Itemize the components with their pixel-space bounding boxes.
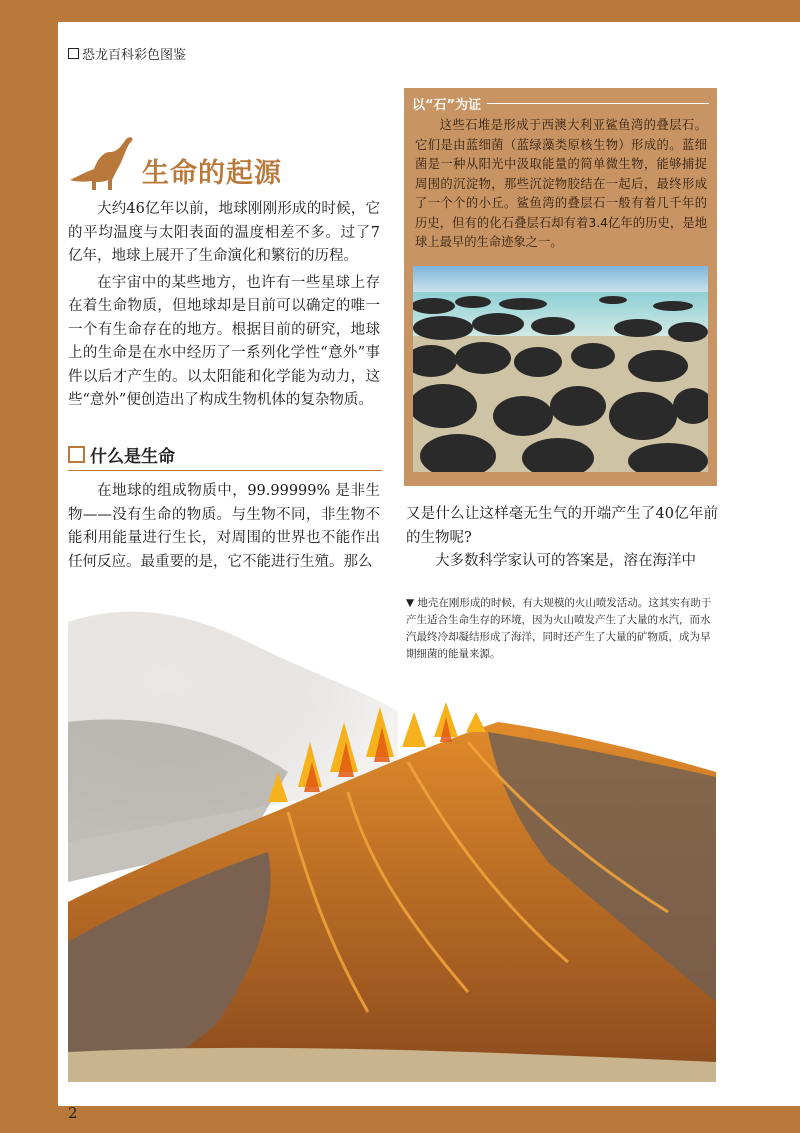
title-row: [68, 136, 282, 192]
page-number: 2: [68, 1104, 78, 1122]
image-caption: ▼ 地壳在刚形成的时候，有大规模的火山喷发活动。这其实有助于产生适合生命生存的环境，因为火山喷发产生了大量的水汽，而水汽最终冷却凝结形成了海洋，同时还产生了大量的矿物质，成为早期细菌的能量来源。: [406, 597, 712, 660]
sidebar-heading: [412, 94, 709, 113]
intro-paragraph: 在宇宙中的某些地方，也许有一些星球上存在着生命物质，但地球却是目前可以确定的唯一一个有生命存在的地方。根据目前的研究，地球上的生命是在水中经历了一系列化学性“意外”事件以后才产生的。以太阳能和化学能为动力，这些“意外”便创造出了构成生物机体的复杂物质。: [68, 274, 380, 408]
intro-text: [68, 198, 380, 413]
book-title: 恐龙百科彩色图鉴: [82, 48, 187, 63]
section-text-left: [68, 480, 380, 574]
sidebar-box: [404, 88, 717, 486]
intro-paragraph: 大约46亿年以前，地球刚刚形成的时候，它的平均温度与太阳表面的温度相差不多。过了7亿年，地球上展开了生命演化和繁衍的历程。: [68, 201, 380, 264]
sidebar-title: 以“石”为证: [412, 98, 482, 113]
section-title: 什么是生命: [90, 447, 175, 467]
divider: [487, 103, 709, 105]
section-heading: [68, 442, 382, 471]
section-paragraph: 大多数科学家认可的答案是，溶在海洋中: [435, 553, 696, 569]
stromatolite-photo: [413, 266, 708, 472]
section-paragraph: 在地球的组成物质中，99.99999% 是非生物——没有生命的物质。与生物不同，非生物不能利用能量进行生长，对周围的世界也不能作出任何反应。最重要的是，它不能进行生殖。那么: [68, 483, 380, 570]
section-continuation: 又是什么让这样毫无生气的开端产生了40亿年前的生物呢?: [406, 506, 718, 546]
dinosaur-icon: [68, 136, 140, 192]
page: [58, 22, 800, 1122]
section-text-right: [406, 503, 718, 574]
square-icon: [68, 446, 85, 463]
running-header: [68, 44, 186, 63]
page-title: 生命的起源: [142, 158, 282, 189]
square-icon: [68, 48, 79, 59]
sidebar-text: 这些石堆是形成于西澳大利亚鲨鱼湾的叠层石。它们是由蓝细菌（蓝绿藻类原核生物）形成的。蓝细菌是一种从阳光中汲取能量的简单微生物，能够捕捉周围的沉淀物，那些沉淀物胶结在一起后，最终形成了一个个的小丘。鲨鱼湾的叠层石一般有着几千年的历史，但有的化石叠层石却有着3.4亿年的历史，是地球上最早的生命迹象之一。: [415, 118, 707, 249]
